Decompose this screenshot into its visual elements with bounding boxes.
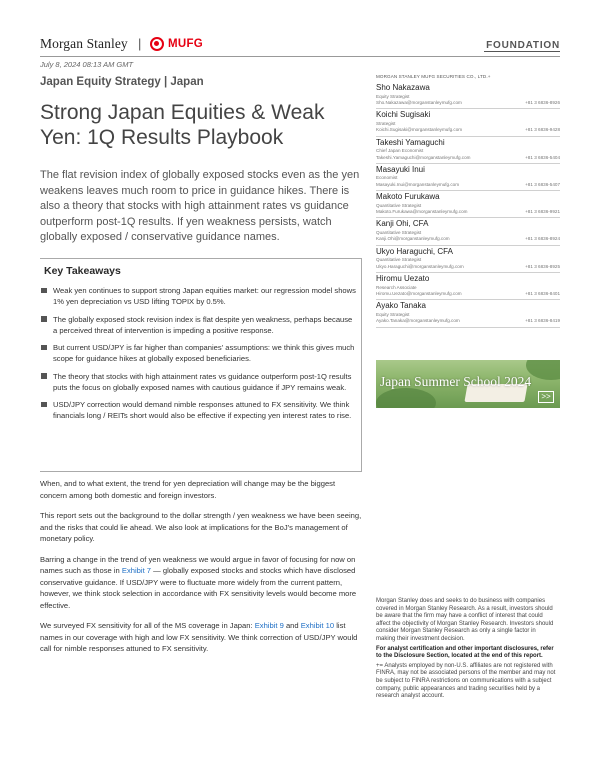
square-bullet-icon — [41, 316, 47, 322]
analyst-email[interactable]: Ayako.Tanaka@morganstanleymufg.com — [376, 318, 460, 324]
takeaway-text: The globally exposed stock revision index is flat despite yen weakness, perhaps because a perceived threat of intervention is impeding a positive response. — [53, 314, 353, 335]
takeaway-text: Weak yen continues to support strong Japan equities market: our regression model shows 1% yen depreciation vs USD lifting TOPIX by 0.5%. — [53, 286, 356, 306]
list-item — [40, 314, 358, 336]
disclosure-finra-note: += Analysts employed by non-U.S. affiliates are not registered with FINRA, may not be associated persons of the member and may not be subject to FINRA restrictions on communications with a subject company, public appearances and trading securities held by a research analyst account. — [376, 662, 556, 700]
analyst-email[interactable]: Takeshi.Yamaguchi@morganstanleymufg.com — [376, 154, 471, 160]
list-item — [40, 371, 358, 393]
analyst-entry — [376, 301, 560, 327]
analyst-phone: +81 3 6836-8925 — [525, 263, 560, 269]
paragraph-text: — globally exposed stocks and stocks which have disclosed conservative guidance. If USD/JPY were to fluctuate more widely from the current pattern, however, we think stock selection in accordance with FX sensitivity levels would become more effective. — [40, 566, 357, 610]
mufg-logo — [150, 37, 203, 51]
list-item — [40, 285, 358, 307]
analyst-list — [376, 74, 560, 329]
body-paragraph: This report sets out the background to the dollar strength / yen weakness we have been seeing, and the risks that could lie ahead. We also look at implications for the BoJ's management of monetary policy. — [40, 511, 362, 543]
paragraph-text: We surveyed FX sensitivity for all of the MS coverage in Japan: — [40, 621, 255, 630]
analyst-role: Chief Japan Economist — [376, 148, 424, 154]
takeaway-text: USD/JPY correction would demand nimble responses attuned to FX sensitivity. We think financials long / REITs short would also be effective if expecting yen interest rates to rise. — [53, 400, 352, 420]
disclosure-certification: For analyst certification and other important disclosures, refer to the Disclosure Section, located at the end of this report. — [376, 645, 554, 660]
analyst-entry — [376, 247, 560, 273]
section-label-underline — [484, 51, 560, 52]
analyst-entry — [376, 165, 560, 191]
banner-title: Japan Summer School 2024 — [380, 374, 532, 389]
square-bullet-icon — [41, 345, 47, 351]
disclosure-notice — [376, 598, 556, 703]
disclosure-paragraph: Morgan Stanley does and seeks to do business with companies covered in Morgan Stanley Research. As a result, investors should be aware that the firm may have a conflict of interest that could affect the objectivity of Morgan Stanley Research. Investors should consider Morgan Stanley Research as only a single factor in making their investment decision. — [376, 598, 554, 642]
analyst-name: Kanji Ohi, CFA — [376, 219, 429, 229]
square-bullet-icon — [41, 373, 47, 379]
analyst-phone: +81 3 6836-8924 — [525, 236, 560, 242]
paragraph-text: and — [283, 621, 301, 630]
report-series: Japan Equity Strategy | Japan — [40, 76, 204, 88]
analyst-phone: +81 3 6836-8419 — [525, 318, 560, 324]
analyst-phone: +81 3 6836-8401 — [525, 291, 560, 297]
analyst-name: Masayuki Inui — [376, 164, 425, 174]
analyst-role: Equity Strategist — [376, 311, 410, 317]
square-bullet-icon — [41, 402, 47, 408]
analyst-role: Quantitative Strategist — [376, 229, 422, 235]
analyst-role: Equity Strategist — [376, 93, 410, 99]
firm-name: MORGAN STANLEY MUFG SECURITIES CO., LTD.+ — [376, 74, 491, 79]
analyst-entry — [376, 192, 560, 218]
analyst-entry — [376, 219, 560, 245]
analyst-name: Ayako Tanaka — [376, 301, 426, 311]
logo-separator: | — [138, 36, 142, 51]
key-takeaways-title: Key Takeaways — [44, 265, 121, 277]
analyst-phone: +81 3 6836-9921 — [525, 209, 560, 215]
analyst-phone: +81 3 6836-5407 — [525, 181, 560, 187]
body-paragraph — [40, 620, 362, 655]
analyst-name: Koichi Sugisaki — [376, 110, 431, 120]
analyst-email[interactable]: Koichi.Sugisaki@morganstanleymufg.com — [376, 127, 463, 133]
report-body — [40, 478, 362, 664]
analyst-entry — [376, 83, 560, 109]
report-summary: The flat revision index of globally exposed stocks even as the yen weakens leaves much room to price in guidance hikes. There is also a theory that stocks with high attainment rates vs guidance outperform post-1Q results. If yen weakness persists, watch globally exposed / conservative guidance names. — [40, 169, 360, 243]
analyst-entry — [376, 138, 560, 164]
analyst-role: Quantitative Strategist — [376, 202, 422, 208]
analyst-name: Ukyo Haraguchi, CFA — [376, 246, 453, 256]
analyst-email[interactable]: Ukyo.Haraguchi@morganstanleymufg.com — [376, 263, 464, 269]
takeaway-text: The theory that stocks with high attainment rates vs guidance outperform post-1Q results puts the focus on globally exposed names with cautious guidance if JPY remains weak. — [53, 371, 352, 392]
paragraph-text: Barring a change in the trend of yen weakness we would argue in favor of focusing for now on names such as those in — [40, 554, 356, 575]
analyst-email[interactable]: Makoto.Furukawa@morganstanleymufg.com — [376, 209, 468, 215]
double-arrow-icon[interactable]: >> — [538, 391, 554, 403]
analyst-role: Strategist — [376, 120, 396, 126]
exhibit-10-link[interactable]: Exhibit 10 — [300, 621, 335, 630]
report-title: Strong Japan Equities & Weak Yen: 1Q Results Playbook — [40, 101, 325, 149]
exhibit-7-link[interactable]: Exhibit 7 — [121, 566, 152, 575]
analyst-entry — [376, 274, 560, 300]
page-header — [40, 36, 560, 58]
paragraph-text: list names in our coverage with high and low FX sensitivity. We think correction of USD/JPY would call for nimble responses attuned to FX sensitivity. — [40, 621, 358, 653]
body-paragraph — [40, 554, 362, 612]
analyst-role: Economist — [376, 175, 398, 181]
analyst-entry — [376, 110, 560, 136]
header-divider — [40, 56, 560, 57]
analyst-name: Takeshi Yamaguchi — [376, 137, 445, 147]
leaf-decoration — [376, 388, 436, 408]
analyst-email[interactable]: Hiromu.Uezato@morganstanleymufg.com — [376, 291, 462, 297]
analyst-name: Sho Nakazawa — [376, 83, 430, 92]
analyst-role: Research Associate — [376, 284, 417, 290]
analyst-role: Quantitative Strategist — [376, 257, 422, 263]
key-takeaways-list — [40, 285, 358, 428]
analyst-phone: +81 3 6836-9428 — [525, 127, 560, 133]
analyst-email[interactable]: Masayuki.Inui@morganstanleymufg.com — [376, 181, 460, 187]
body-paragraph: When, and to what extent, the trend for yen depreciation will change may be the biggest concern among both domestic and foreign investors. — [40, 479, 336, 500]
mufg-logo-text: MUFG — [168, 38, 204, 50]
summer-school-banner[interactable] — [376, 360, 560, 408]
section-label: FOUNDATION — [486, 40, 560, 51]
list-item — [40, 342, 358, 364]
analyst-email[interactable]: Kanji.Ohi@morganstanleymufg.com — [376, 236, 450, 242]
square-bullet-icon — [41, 288, 47, 294]
analyst-name: Makoto Furukawa — [376, 192, 440, 202]
key-takeaways-box — [40, 258, 362, 472]
mufg-circle-icon — [150, 37, 164, 51]
analyst-name: Hiromu Uezato — [376, 274, 430, 284]
publish-date: July 8, 2024 08:13 AM GMT — [40, 60, 134, 69]
list-item — [40, 399, 358, 421]
takeaway-text: But current USD/JPY is far higher than companies' assumptions: we think this gives much scope for guidance hikes at globally exposed beneficiaries. — [53, 343, 355, 363]
exhibit-9-link[interactable]: Exhibit 9 — [254, 621, 284, 630]
analyst-email[interactable]: Sho.Nakazawa@morganstanleymufg.com — [376, 100, 462, 105]
analyst-phone: +81 3 6836-8926 — [525, 100, 560, 105]
morgan-stanley-logo: Morgan Stanley — [40, 36, 128, 51]
analyst-phone: +81 3 6836-5404 — [525, 154, 560, 160]
